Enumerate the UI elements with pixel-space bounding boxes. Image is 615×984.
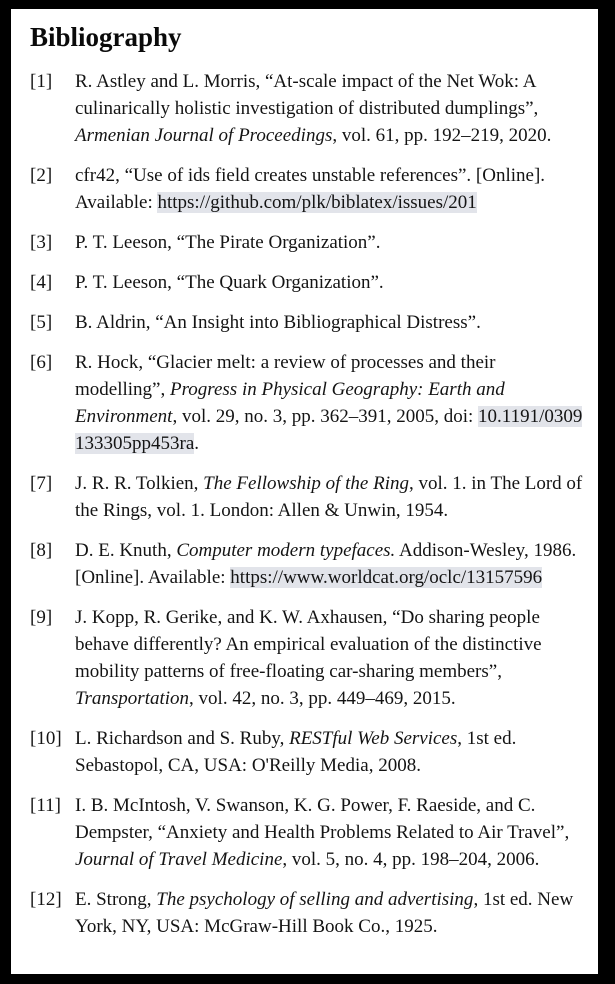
bib-entry bbox=[30, 886, 586, 940]
bib-entry-text bbox=[75, 725, 583, 779]
bib-entry-number: [7] bbox=[30, 473, 53, 495]
bib-entry-number: [12] bbox=[30, 889, 62, 911]
bib-entry-text bbox=[75, 886, 583, 940]
bib-entry bbox=[30, 604, 586, 712]
entry-text-segment: J. Kopp, R. Gerike, and K. W. Axhausen, “Do sharing people behave differently? An empirical evaluation of the distinctive mobility patterns of free-floating car-sharing members”, bbox=[75, 607, 542, 683]
entry-text-segment: L. Richardson and S. Ruby, bbox=[75, 728, 290, 750]
work-title-italic: RESTful Web Services bbox=[289, 728, 458, 750]
bib-entry bbox=[30, 229, 586, 256]
entry-text-segment: , vol. 42, no. 3, pp. 449–469, 2015. bbox=[189, 688, 456, 710]
work-title-italic: Armenian Journal of Proceedings bbox=[75, 125, 333, 147]
bib-entry-text bbox=[75, 537, 583, 591]
link-highlight[interactable]: https://github.com/plk/biblatex/issues/201 bbox=[157, 192, 477, 214]
entry-text-segment: cfr42, “Use of ids field creates unstable references”. [Online]. Available: bbox=[75, 165, 546, 214]
entry-text-segment: P. T. Leeson, “The Quark Organization”. bbox=[75, 272, 384, 294]
bib-entry bbox=[30, 68, 586, 149]
bib-entry bbox=[30, 470, 586, 524]
bib-entry-number: [9] bbox=[30, 607, 53, 629]
entry-text-segment: , 1st ed. New York, NY, USA: McGraw-Hill Book Co., 1925. bbox=[75, 889, 574, 938]
bib-entry-number: [1] bbox=[30, 71, 53, 93]
entry-text-segment: R. Astley and L. Morris, “At-scale impact of the Net Wok: A culinarically holistic investigation of distributed dumplings”, bbox=[75, 71, 539, 120]
bib-entry-number: [6] bbox=[30, 352, 53, 374]
entry-text-segment: B. Aldrin, “An Insight into Bibliographical Distress”. bbox=[75, 312, 481, 334]
page-title: Bibliography bbox=[30, 22, 182, 52]
entry-text-segment: . bbox=[194, 433, 200, 455]
bib-entry-text bbox=[75, 792, 583, 873]
bib-entry bbox=[30, 349, 586, 457]
entry-text-segment: , vol. 61, pp. 192–219, 2020. bbox=[332, 125, 552, 147]
bib-entry-number: [4] bbox=[30, 272, 53, 294]
bib-entry-number: [2] bbox=[30, 165, 53, 187]
bib-entry-number: [3] bbox=[30, 232, 53, 254]
bib-entry-number: [11] bbox=[30, 795, 61, 817]
bib-entry bbox=[30, 792, 586, 873]
entry-text-segment: , vol. 29, no. 3, pp. 362–391, 2005, doi: bbox=[172, 406, 479, 428]
bib-entry bbox=[30, 309, 586, 336]
work-title-italic: Computer modern typefaces. bbox=[176, 540, 396, 562]
entry-text-segment: , vol. 5, no. 4, pp. 198–204, 2006. bbox=[282, 849, 540, 871]
link-highlight[interactable]: 10.1191/0309133305pp453ra bbox=[75, 406, 583, 455]
bibliography-page bbox=[11, 9, 598, 974]
bib-entry-text bbox=[75, 349, 583, 457]
bib-entry-text bbox=[75, 309, 583, 336]
bib-entry-text bbox=[75, 604, 583, 712]
bib-entry bbox=[30, 725, 586, 779]
entry-text-segment: D. E. Knuth, bbox=[75, 540, 177, 562]
work-title-italic: Transportation bbox=[75, 688, 190, 710]
bib-entry bbox=[30, 537, 586, 591]
bibliography-list bbox=[30, 68, 586, 940]
bib-entry-text bbox=[75, 68, 583, 149]
work-title-italic: Journal of Travel Medicine bbox=[75, 849, 283, 871]
entry-text-segment: , vol. 1. in The Lord of the Rings, vol. 1. London: Allen & Unwin, 1954. bbox=[75, 473, 583, 522]
link-highlight[interactable]: https://www.worldcat.org/oclc/13157596 bbox=[230, 567, 543, 589]
bib-entry-number: [8] bbox=[30, 540, 53, 562]
work-title-italic: The Fellowship of the Ring bbox=[203, 473, 409, 495]
work-title-italic: Progress in Physical Geography: Earth and Environment bbox=[75, 379, 505, 428]
entry-text-segment: E. Strong, bbox=[75, 889, 157, 911]
bib-entry-number: [5] bbox=[30, 312, 53, 334]
bib-entry-text bbox=[75, 229, 583, 256]
bib-entry-text bbox=[75, 269, 583, 296]
entry-text-segment: Addison-Wesley, 1986. [Online]. Available: bbox=[75, 540, 577, 589]
bib-entry bbox=[30, 162, 586, 216]
entry-text-segment: J. R. R. Tolkien, bbox=[75, 473, 204, 495]
bib-entry bbox=[30, 269, 586, 296]
work-title-italic: The psychology of selling and advertising bbox=[156, 889, 474, 911]
entry-text-segment: P. T. Leeson, “The Pirate Organization”. bbox=[75, 232, 381, 254]
bib-entry-number: [10] bbox=[30, 728, 62, 750]
bib-entry-text bbox=[75, 162, 583, 216]
entry-text-segment: , 1st ed. Sebastopol, CA, USA: O'Reilly Media, 2008. bbox=[75, 728, 517, 777]
bib-entry-text bbox=[75, 470, 583, 524]
entry-text-segment: R. Hock, “Glacier melt: a review of processes and their modelling”, bbox=[75, 352, 496, 401]
entry-text-segment: I. B. McIntosh, V. Swanson, K. G. Power, F. Raeside, and C. Dempster, “Anxiety and Health Problems Related to Air Travel”, bbox=[75, 795, 570, 844]
